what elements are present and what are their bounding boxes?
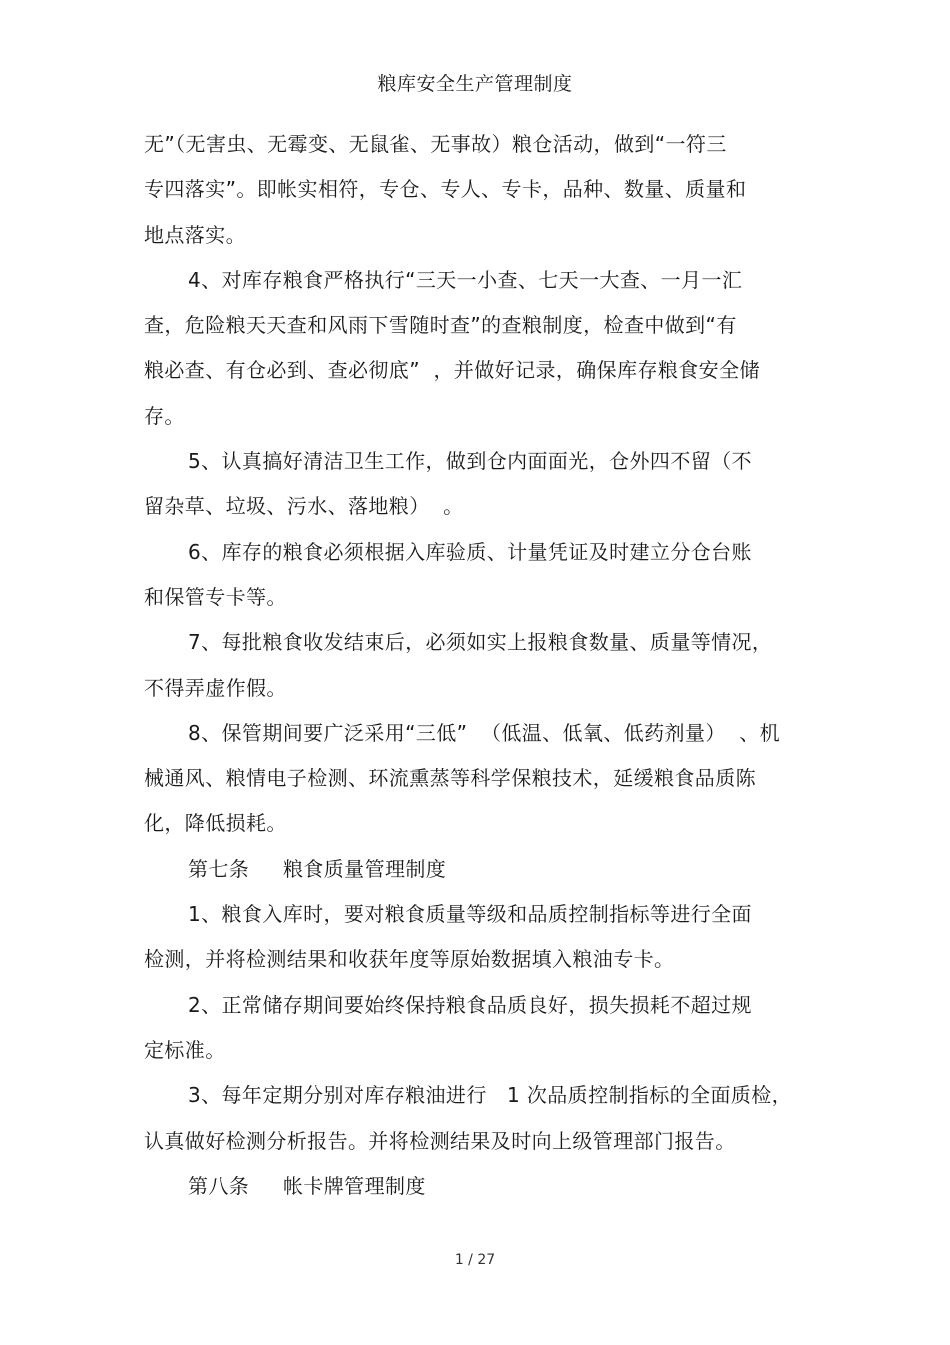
body-line: 查，危险粮天天查和风雨下雪随时查”的查粮制度，检查中做到“有	[144, 313, 737, 338]
paragraph-start-line: 7、每批粮食收发结束后，必须如实上报粮食数量、质量等情况，	[188, 630, 773, 655]
body-line: 定标准。	[144, 1037, 226, 1062]
body-line: 存。	[144, 403, 185, 428]
paragraph-start-line: 6、库存的粮食必须根据入库验质、计量凭证及时建立分仓台账	[188, 539, 752, 564]
body-line: 不得弄虚作假。	[144, 675, 287, 700]
paragraph-start-line: 4、对库存粮食严格执行“三天一小查、七天一大查、一月一汇	[188, 267, 743, 292]
body-line: 检测，并将检测结果和收获年度等原始数据填入粮油专卡。	[144, 947, 675, 972]
body-line: 械通风、粮情电子检测、环流熏蒸等科学保粮技术，延缓粮食品质陈	[144, 766, 756, 791]
article-heading: 第七条 粮食质量管理制度	[188, 856, 447, 881]
paragraph-start-line: 3、每年定期分别对库存粮油进行 1 次品质控制指标的全面质检，	[188, 1083, 793, 1108]
paragraph-start-line: 2、正常储存期间要始终保持粮食品质良好，损失损耗不超过规	[188, 992, 752, 1017]
article-heading: 第八条 帐卡牌管理制度	[188, 1173, 426, 1198]
paragraph-start-line: 8、保管期间要广泛采用“三低” （低温、低氧、低药剂量） 、机	[188, 720, 781, 745]
body-line: 无”（无害虫、无霉变、无鼠雀、无事故）粮仓活动，做到“一符三	[144, 132, 727, 156]
document-body	[144, 122, 809, 1209]
body-line: 专四落实”。即帐实相符，专仓、专人、专卡，品种、数量、质量和	[144, 177, 747, 202]
body-line: 留杂草、垃圾、污水、落地粮） 。	[144, 494, 464, 519]
body-line: 地点落实。	[144, 222, 246, 247]
body-line: 化，降低损耗。	[144, 811, 287, 836]
paragraph-start-line: 1、粮食入库时，要对粮食质量等级和品质控制指标等进行全面	[188, 902, 752, 927]
page-title: 粮库安全生产管理制度	[377, 73, 573, 95]
page-number: 1 / 27	[454, 1252, 496, 1268]
body-line: 认真做好检测分析报告。并将检测结果及时向上级管理部门报告。	[144, 1128, 736, 1153]
body-line: 粮必查、有仓必到、查必彻底” ，并做好记录，确保库存粮食安全储	[144, 358, 760, 383]
body-line: 和保管专卡等。	[144, 584, 287, 609]
paragraph-start-line: 5、认真搞好清洁卫生工作，做到仓内面面光，仓外四不留（不	[188, 449, 752, 474]
